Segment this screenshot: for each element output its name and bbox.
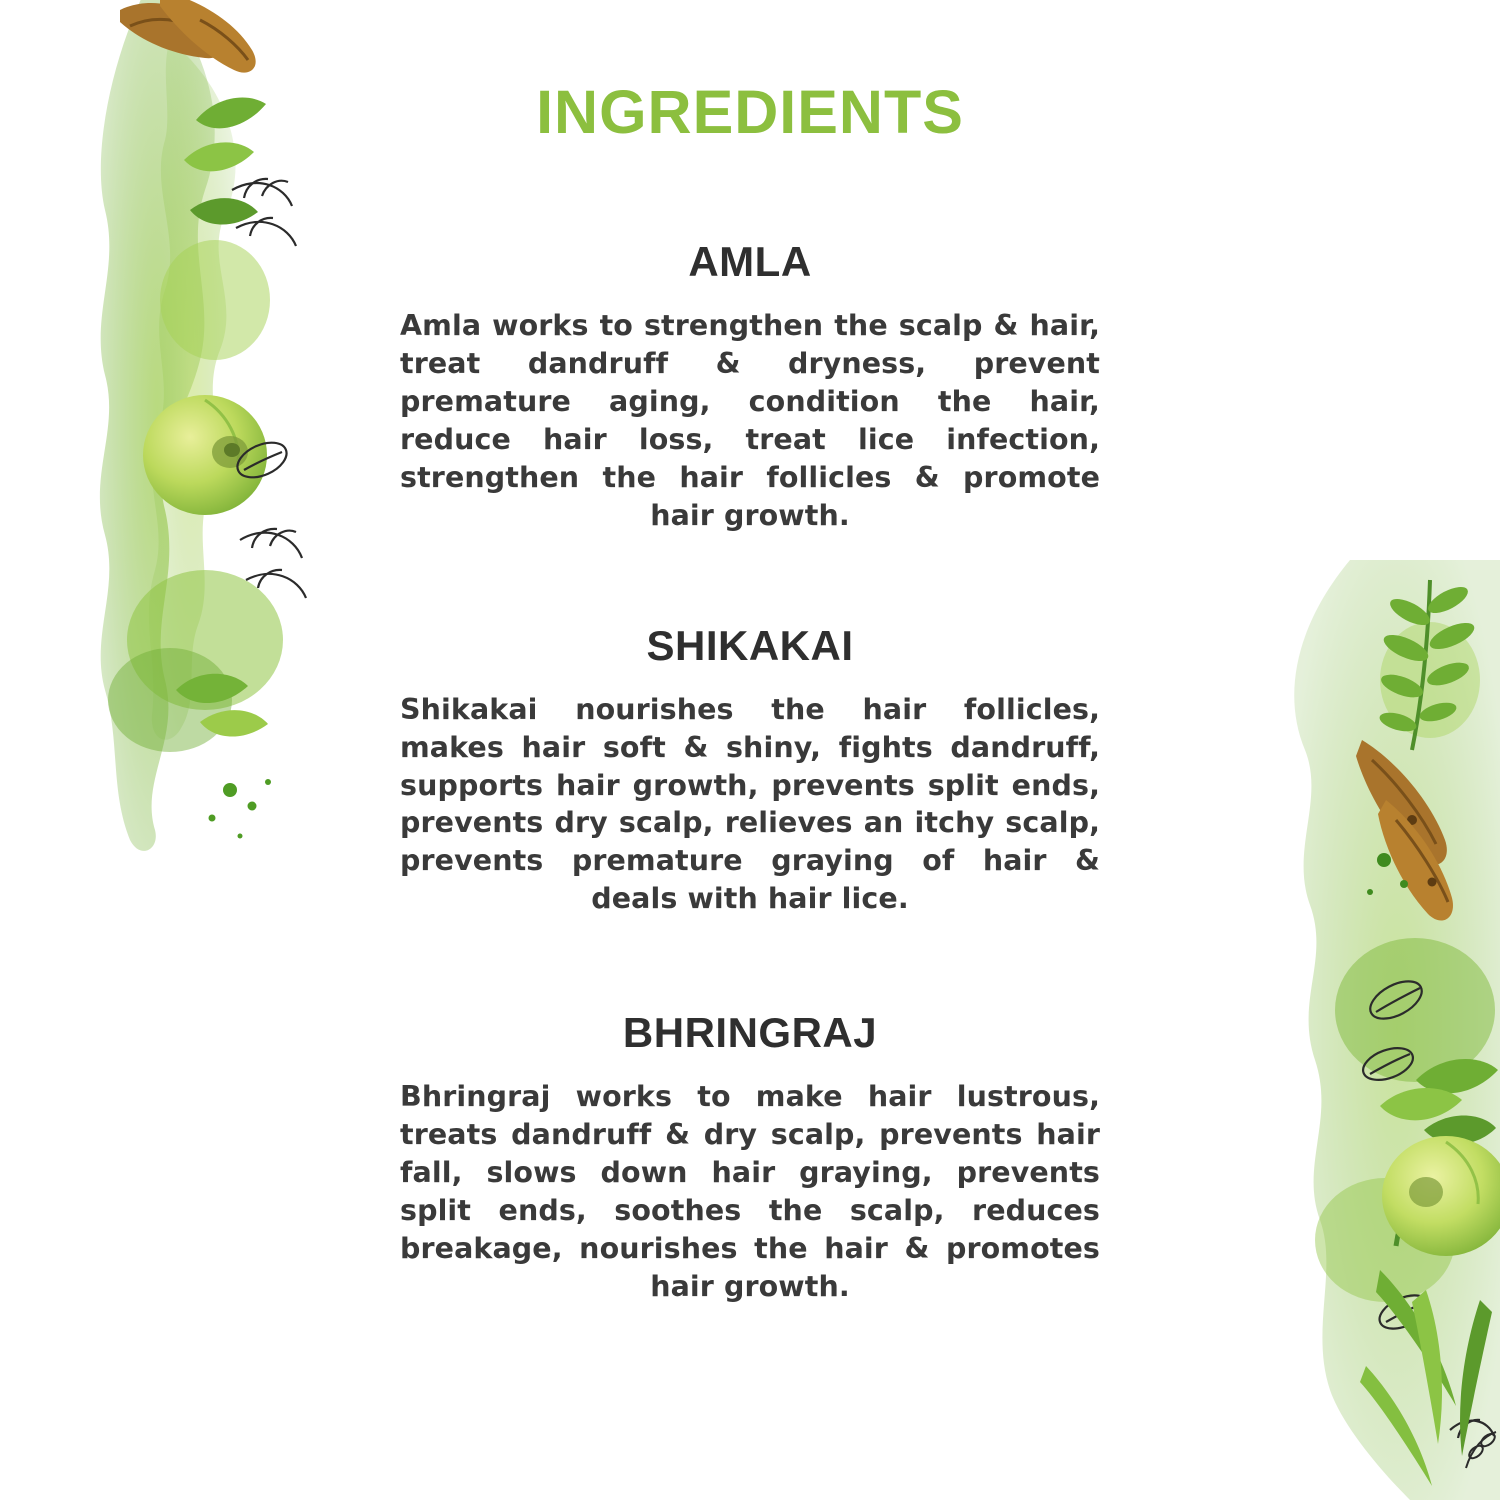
right-border-illustration xyxy=(1180,0,1500,1500)
amla-fruit-icon xyxy=(143,395,267,515)
leaf-cluster-icon xyxy=(1380,1059,1498,1246)
watercolor-wash-right xyxy=(1294,560,1500,1500)
ingredient-description-shikakai: Shikakai nourishes the hair follicles, makes hair soft & shiny, fights dandruff, supports hair growth, prevents split ends, prevents dry scalp, relieves an itchy scalp, prevents premature graying of hair & deals with hair lice. xyxy=(400,692,1100,916)
ingredient-section-amla xyxy=(345,239,1155,535)
page-title: INGREDIENTS xyxy=(536,78,964,146)
leaf-cluster-icon xyxy=(176,97,268,736)
leaf-outline-icon xyxy=(232,179,306,598)
paint-splatter xyxy=(1367,853,1408,895)
shikakai-pod-icon xyxy=(120,0,256,73)
ingredient-heading-shikakai: SHIKAKAI xyxy=(646,621,854,669)
amla-fruit-icon xyxy=(1382,1136,1500,1256)
ingredient-description-amla: Amla works to strengthen the scalp & hair, treat dandruff & dryness, prevent premature aging, condition the hair, reduce hair loss, treat lice infection, strengthen the hair follicles & promote hair growth. xyxy=(400,309,1100,532)
small-sprig-icon xyxy=(1466,1431,1497,1468)
paint-splatter xyxy=(209,779,272,839)
shikakai-pod-icon xyxy=(1356,740,1453,921)
grass-blade-icon xyxy=(1360,1270,1492,1486)
fern-leaf-icon xyxy=(1378,580,1478,750)
ingredient-section-shikakai xyxy=(345,623,1155,919)
watercolor-wash-left xyxy=(100,0,283,851)
ingredient-description-bhringraj: Bhringraj works to make hair lustrous, treats dandruff & dry scalp, prevents hair fall, slows down hair graying, prevents split ends, soothes the scalp, reduces breakage, nourishes the hair & promotes hair growth. xyxy=(400,1080,1100,1303)
ingredient-heading-bhringraj: BHRINGRAJ xyxy=(622,1009,878,1057)
ingredient-section-bhringraj xyxy=(345,1010,1155,1306)
leaf-outline-icon xyxy=(1359,974,1494,1438)
content-column xyxy=(330,0,1170,1500)
ingredient-heading-amla: AMLA xyxy=(688,238,812,285)
left-border-illustration xyxy=(0,0,320,1500)
